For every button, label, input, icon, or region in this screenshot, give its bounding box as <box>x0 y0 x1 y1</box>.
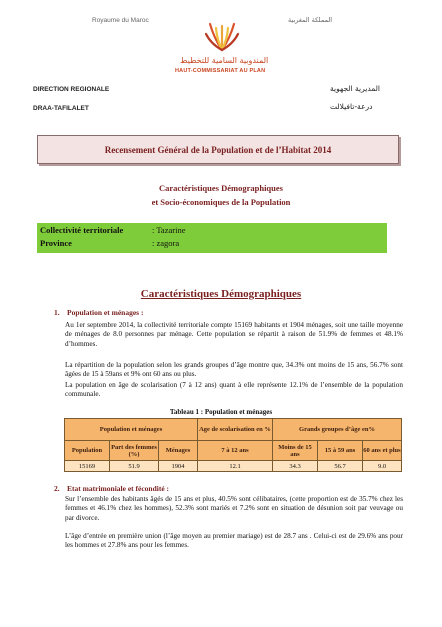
table-group-header: Population et ménages <box>65 419 198 441</box>
table-group-header: Age de scolarisation en % <box>198 419 273 441</box>
population-table <box>64 418 402 472</box>
table-cell: 56.7 <box>318 461 363 472</box>
item-2-paragraph-1: Sur l’ensemble des habitants âgés de 15 ans et plus, 40.5% sont célibataires, (cette proportion est de 35.7% chez les femmes et 46.1% chez les hommes), 52.3% sont mariés et 7.2% sont en situation de désunion soit par veuvage ou par divorce. <box>65 495 403 522</box>
table-col-header: 15 à 59 ans <box>318 441 363 461</box>
hcp-logo-icon <box>204 16 240 54</box>
item-2-number: 2. <box>54 484 60 493</box>
table-col-header: 7 à 12 ans <box>198 441 273 461</box>
table-cell: 51.9 <box>110 461 159 472</box>
kingdom-ar: المملكة المغربية <box>288 16 333 24</box>
subtitle-2: et Socio-économiques de la Population <box>151 197 291 207</box>
item-1-paragraph-2: La répartition de la population selon les grands groupes d’âge montre que, 34.3% ont moins de 15 ans, 56.7% sont âgées de 15 à 59ans et 9% ont 60 ans ou plus. <box>65 361 403 379</box>
collectivite-label: Collectivité territoriale <box>40 225 124 235</box>
table-col-header: Population <box>65 441 110 461</box>
table-col-header: Ménages <box>159 441 198 461</box>
table-col-header: Part des femmes (%) <box>110 441 159 461</box>
table-caption: Tableau 1 : Population et ménages <box>169 408 273 416</box>
kingdom-fr: Royaume du Maroc <box>92 17 149 24</box>
territory-info-box <box>37 223 387 253</box>
item-2-title: Etat matrimoniale et fécondité : <box>67 484 170 493</box>
document-title: Recensement Général de la Population et de l’Habitat 2014 <box>104 144 332 155</box>
logo-ar-text: المندوبية السامية للتخطيط <box>180 56 269 65</box>
item-1-paragraph-1: Au 1er septembre 2014, la collectivité territoriale compte 15169 habitants et 1904 ménages, soit une taille moyenne de ménages de 8.0 personnes par ménage. Cette population se répartit à raison de 51.9% de femmes et 48.1% d’hommes. <box>65 321 403 348</box>
province-label: Province <box>40 238 72 248</box>
table-group-header: Grands groupes d’âge en% <box>273 419 402 441</box>
logo-fr-text: HAUT-COMMISSARIAT AU PLAN <box>175 68 266 74</box>
table-cell: 12.1 <box>198 461 273 472</box>
collectivite-value: : Tazarine <box>152 225 186 235</box>
table-col-header: 60 ans et plus <box>363 441 402 461</box>
table-col-header: Moins de 15 ans <box>273 441 318 461</box>
item-2-paragraph-2: L’âge d’entrée en première union (l’âge moyen au premier mariage) est de 28.7 ans . Celui-ci est de 29.6% ans pour les hommes et 27.8% ans pour les femmes. <box>65 532 403 550</box>
table-cell: 15169 <box>65 461 110 472</box>
item-1-title: Population et ménages : <box>67 308 144 317</box>
direction-ar-2: درعة-تافيلالت <box>330 102 373 111</box>
subtitle-1: Caractéristiques Démographiques <box>159 183 283 193</box>
direction-ar-1: المديرية الجهوية <box>330 84 381 93</box>
table-cell: 9.0 <box>363 461 402 472</box>
direction-fr-2: DRAA-TAFILALET <box>33 105 89 112</box>
table-cell: 34.3 <box>273 461 318 472</box>
section-title: Caractéristiques Démographiques <box>140 288 302 300</box>
document-title-box <box>37 135 399 164</box>
item-1-paragraph-3: La population en âge de scolarisation (7 à 12 ans) quant à elle représente 12.1% de l’ensemble de la population communale. <box>65 381 403 399</box>
item-1-number: 1. <box>54 308 60 317</box>
direction-fr-1: DIRECTION REGIONALE <box>33 86 110 93</box>
province-value: : zagora <box>152 238 180 248</box>
table-cell: 1904 <box>159 461 198 472</box>
